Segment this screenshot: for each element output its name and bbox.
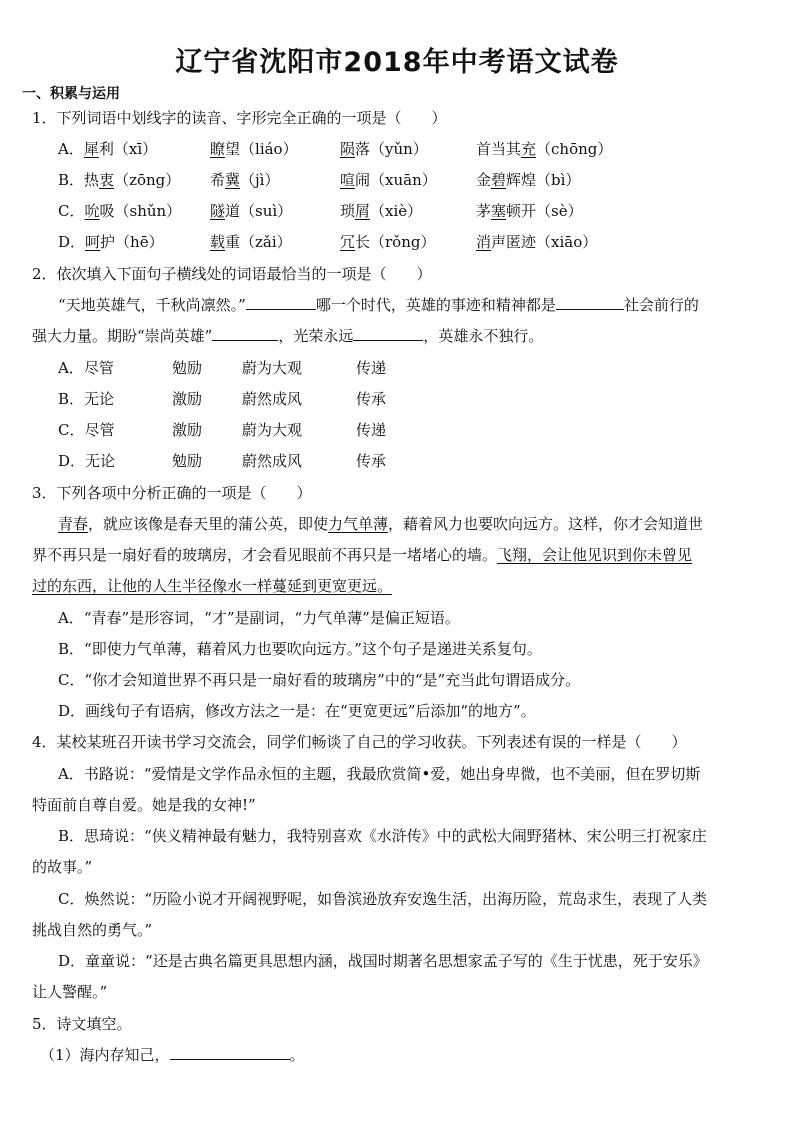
word-part: 道（suì） [225, 202, 293, 220]
q2-option-word: 激励 [172, 421, 203, 439]
underlined-char: 屑 [355, 202, 371, 220]
q4-option-a: A．书路说：“爱情是文学作品永恒的主题，我最欣赏简•爱，她出身卑微，也不美丽，但在罗切斯 [58, 765, 701, 783]
q1-option-item [476, 201, 583, 221]
q1-option-item [476, 139, 612, 159]
q1-option-item [58, 201, 181, 221]
q2-option-word: A．尽管 [58, 359, 114, 377]
q1-option-item [476, 232, 597, 252]
q3-text: 界不再只是一扇好看的玻璃房，才会看见眼前不再只是一堵堵心的墙。 [32, 546, 498, 564]
word-part: （chōng） [536, 140, 613, 158]
word-part: 声匿迹（xiāo） [491, 233, 598, 251]
underlined-char: 瞭 [210, 140, 226, 158]
q3-stem: 3．下列各项中分析正确的一项是（ ） [32, 484, 312, 502]
option-label: D． [58, 233, 86, 251]
word-part: 重（zǎi） [225, 233, 292, 251]
q2-option-word: B．无论 [58, 390, 115, 408]
word-part: 吸（shǔn） [99, 202, 182, 220]
q2-text: “天地英雄气，千秋尚凛然。” [58, 296, 246, 314]
q2-option-word: 蔚为大观 [242, 359, 303, 377]
q1-option-item [340, 201, 422, 221]
word-part: （jì） [240, 171, 280, 189]
fill-blank [170, 1045, 290, 1060]
q2-option-word: 传承 [356, 390, 387, 408]
option-label: A． [58, 140, 84, 158]
word-part: 金 [476, 171, 492, 189]
word-part: 望（liáo） [225, 140, 298, 158]
word-part: 希 [210, 171, 226, 189]
q3-option-d: D．画线句子有语病，修改方法之一是：在“更宽更远”后添加“的地方”。 [58, 702, 536, 720]
word-part: （xiè） [370, 202, 423, 220]
underlined-char: 塞 [491, 202, 507, 220]
q5-item-1 [40, 1045, 305, 1065]
q2-option-word: 蔚然成风 [242, 452, 303, 470]
underlined-char: 冗 [340, 233, 356, 251]
q4-option-d-cont: 让人警醒。” [32, 983, 108, 1001]
word-part: 顿开（sè） [506, 202, 583, 220]
underlined-char: 载 [210, 233, 226, 251]
underlined-char: 碧 [491, 171, 507, 189]
q2-stem: 2．依次填入下面句子横线处的词语最恰当的一项是（ ） [32, 265, 432, 283]
q2-text: 社会前行的 [623, 296, 699, 314]
q4-option-d: D．童童说：“还是古典名篇更具思想内涵，战国时期著名思想家孟子写的《生于忧患，死于安乐》 [58, 952, 708, 970]
q4-stem: 4．某校某班召开读书学习交流会，同学们畅谈了自己的学习收获。下列表述有误的一样是（ ） [32, 733, 687, 751]
fill-blank [246, 295, 316, 310]
q2-text: ，光荣永远 [278, 327, 354, 345]
q2-option-word: 蔚为大观 [242, 421, 303, 439]
q1-option-item [340, 139, 428, 159]
q3-option-b: B．“即使力气单薄，藉着风力也要吹向远方。”这个句子是递进关系复句。 [58, 640, 542, 658]
q1-stem: 1．下列词语中划线字的读音、字形完全正确的一项是（ ） [32, 109, 447, 127]
word-part: 热 [84, 171, 100, 189]
q1-option-item [340, 170, 437, 190]
q2-passage-line1 [58, 295, 699, 315]
underlined-char: 呵 [85, 233, 101, 251]
q3-passage-line2 [32, 545, 692, 565]
q1-option-item [58, 232, 164, 252]
q1-option-item [210, 139, 298, 159]
underlined-sentence: 过的东西，让他的人生半径像水一样蔓延到更宽更远。 [32, 577, 393, 595]
q3-passage-line1 [58, 514, 703, 534]
fill-blank [212, 326, 278, 341]
q2-option-word: 传递 [356, 421, 387, 439]
q3-text: ，藉着风力也要吹向远方。这样，你才会知道世 [388, 515, 704, 533]
q2-option-word: D．无论 [58, 452, 116, 470]
underlined-char: 陨 [340, 140, 356, 158]
word-part: 利（xī） [98, 140, 158, 158]
word-part: 茅 [476, 202, 492, 220]
q1-option-item [476, 170, 580, 190]
word-part: 落（yǔn） [355, 140, 428, 158]
word-part: 长（rǒng） [355, 233, 436, 251]
q2-option-word: 传递 [356, 359, 387, 377]
q2-option-word: 传承 [356, 452, 387, 470]
q2-option-word: 蔚然成风 [242, 390, 303, 408]
option-label: B． [58, 171, 85, 189]
page-title: 辽宁省沈阳市2018年中考语文试卷 [175, 47, 619, 78]
q1-option-item [340, 232, 435, 252]
fill-blank [556, 295, 624, 310]
q2-text: 哪一个时代，英雄的事迹和精神都是 [315, 296, 556, 314]
q2-passage-line2 [32, 326, 543, 346]
underlined-char: 充 [521, 140, 537, 158]
q3-option-c: C．“你才会知道世界不再只是一扇好看的玻璃房”中的“是”充当此句谓语成分。 [58, 671, 581, 689]
q4-option-b: B．思琦说：“侠义精神最有魅力，我特别喜欢《水浒传》中的武松大闹野猪林、宋公明三打祝家庄 [58, 827, 707, 845]
underlined-sentence: 飞翔，会让他见识到你未曾见 [497, 546, 693, 564]
q5-stem: 5．诗文填空。 [32, 1015, 132, 1033]
underlined-char: 喧 [340, 171, 356, 189]
word-part: （zōng） [114, 171, 181, 189]
word-part: 琐 [340, 202, 356, 220]
underlined-text: 力气单薄 [328, 515, 389, 533]
q1-option-item [58, 170, 180, 190]
q3-option-a: A．“青春”是形容词，“才”是副词，“力气单薄”是偏正短语。 [58, 609, 460, 627]
word-part: 闹（xuān） [355, 171, 437, 189]
word-part: 辉煌（bì） [506, 171, 581, 189]
q2-option-word: 激励 [172, 390, 203, 408]
q4-option-c-cont: 挑战自然的勇气。” [32, 921, 153, 939]
section-heading: 一、积累与运用 [22, 86, 120, 102]
word-part: 护（hē） [100, 233, 164, 251]
underlined-char: 消 [476, 233, 492, 251]
word-part: 首当其 [476, 140, 522, 158]
q5-text: （1）海内存知己， [40, 1046, 170, 1064]
q1-option-item [210, 232, 292, 252]
q4-option-c: C．焕然说：“历险小说才开阔视野呢，如鲁滨逊放弃安逸生活，出海历险，荒岛求生，表现了人类 [58, 890, 708, 908]
q1-option-item [210, 170, 279, 190]
underlined-char: 衷 [99, 171, 115, 189]
q3-passage-line3 [32, 576, 392, 596]
underlined-text: 青春 [58, 515, 89, 533]
q3-text: ，就应该像是春天里的蒲公英，即使 [88, 515, 329, 533]
q4-option-b-cont: 的故事。” [32, 858, 93, 876]
q2-option-word: C．尽管 [58, 421, 115, 439]
q5-text: 。 [289, 1046, 305, 1064]
underlined-char: 吮 [84, 202, 100, 220]
option-label: C． [58, 202, 85, 220]
underlined-char: 犀 [83, 140, 99, 158]
fill-blank [353, 326, 423, 341]
q2-option-word: 勉励 [172, 359, 203, 377]
q2-text: 强大力量。期盼“崇尚英雄” [32, 327, 213, 345]
underlined-char: 隧 [210, 202, 226, 220]
q1-option-item [58, 139, 157, 159]
q2-text: ，英雄永不独行。 [423, 327, 544, 345]
q2-option-word: 勉励 [172, 452, 203, 470]
underlined-char: 冀 [225, 171, 241, 189]
q1-option-item [210, 201, 292, 221]
q4-option-a-cont: 特面前自尊自爱。她是我的女神!” [32, 796, 256, 814]
